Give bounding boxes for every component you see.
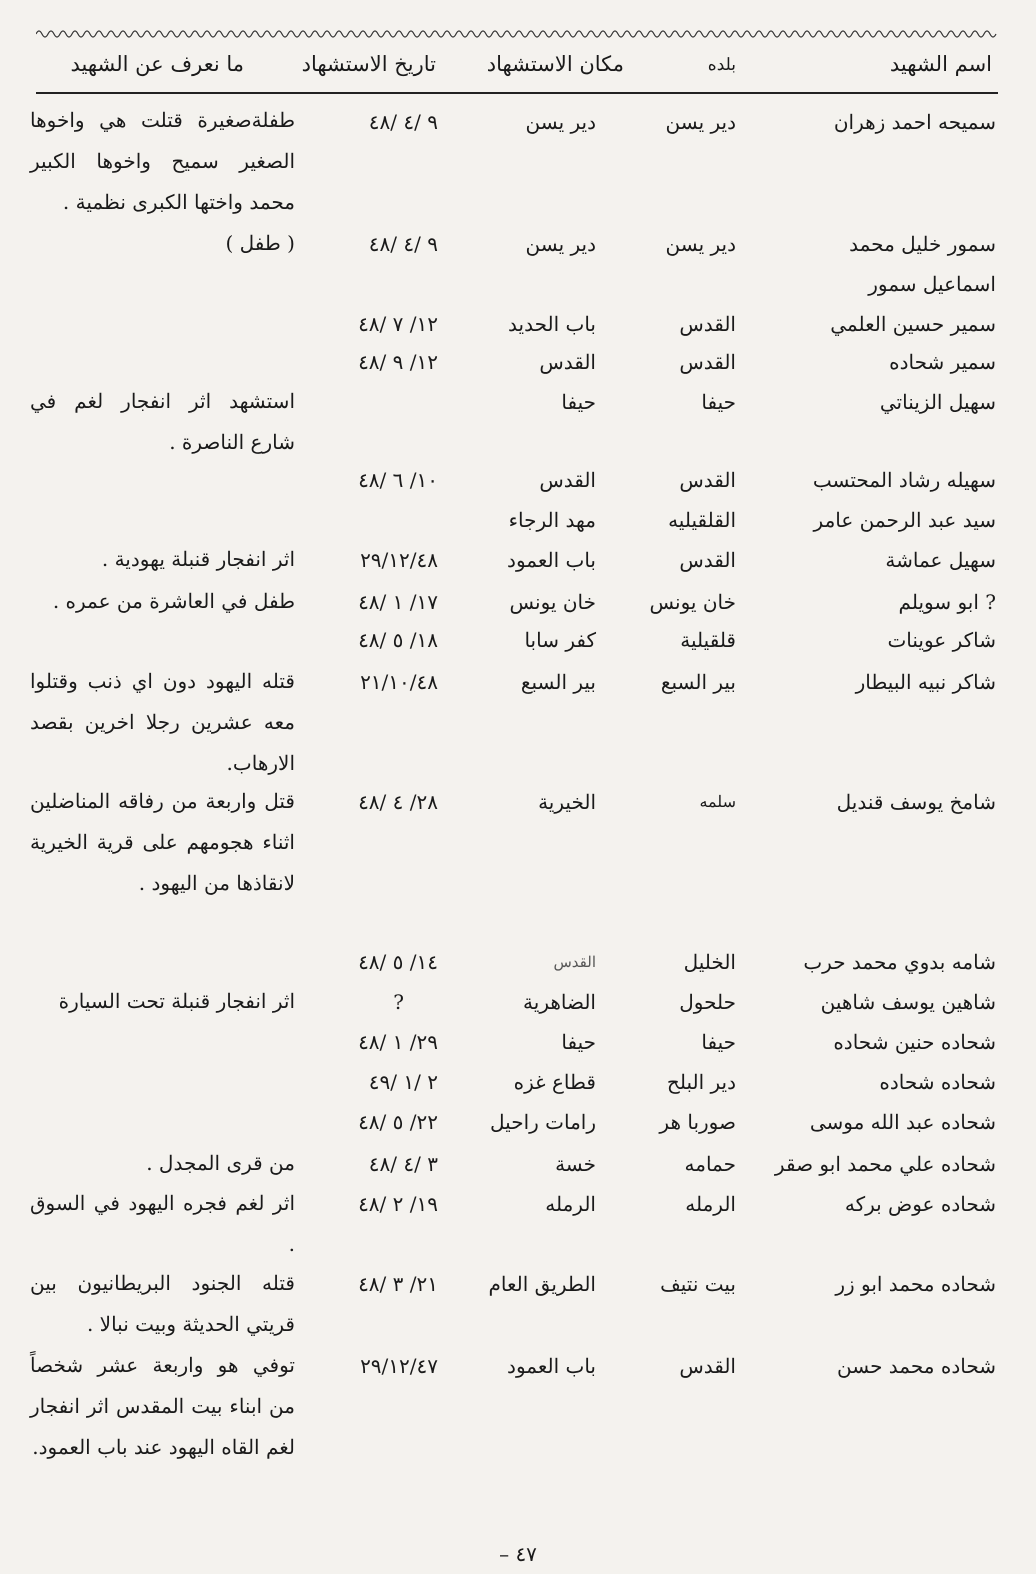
martyr-name: شحاده علي محمد ابو صقر: [774, 1152, 996, 1176]
martyr-town: دير البلح: [666, 1070, 736, 1094]
martyr-town: دير يسن: [665, 232, 736, 256]
martyr-name: شحاده شحاده: [879, 1070, 996, 1094]
martyr-note: طفل في العاشرة من عمره .: [52, 589, 295, 613]
martyr-town: القدس: [679, 350, 736, 374]
martyr-name: سميحه احمد زهران: [833, 110, 996, 134]
martyr-note: قتل واربعة من رفاقه المناضلين اثناء هجومهم على قرية الخيرية لانقاذها من اليهود .: [30, 789, 295, 895]
martyr-town: دير يسن: [665, 110, 736, 134]
martyr-place: كفر سابا: [524, 628, 596, 652]
martyr-place: رامات راحيل: [490, 1110, 596, 1134]
martyr-place: القدس: [539, 468, 596, 492]
martyr-name: سمير حسين العلمي: [830, 312, 996, 336]
martyr-place: الخيرية: [538, 790, 596, 814]
martyr-note: اثر انفجار قنبلة يهودية .: [101, 547, 295, 571]
martyr-place: حيفا: [561, 1030, 596, 1054]
martyr-date: ٩ /٤ /٤٨: [368, 110, 438, 134]
martyr-note: من قرى المجدل .: [146, 1151, 295, 1175]
martyr-place: خان يونس: [509, 590, 596, 614]
martyr-place: خسة: [555, 1152, 596, 1176]
header-name: اسم الشهيد: [889, 52, 992, 76]
martyr-place: باب الحديد: [508, 312, 596, 336]
martyr-note: ( طفل ): [225, 231, 295, 255]
martyr-town: القدس: [679, 312, 736, 336]
martyr-name: سمور خليل محمد: [849, 232, 996, 256]
martyr-name: سهيل عماشة: [885, 548, 996, 572]
martyr-name: شاكر نبيه البيطار: [855, 670, 996, 694]
martyr-town: بير السبع: [660, 670, 736, 694]
martyr-date: ٢١/١٠/٤٨: [360, 670, 438, 694]
martyr-name: سهيله رشاد المحتسب: [812, 468, 996, 492]
martyr-town: سلمه: [699, 792, 736, 811]
martyr-note: قتله الجنود البريطانيون بين قريتي الحديثة وبيت نبالا .: [30, 1271, 295, 1336]
martyr-name: سمير شحاده: [889, 350, 996, 374]
martyr-date: ١٢/ ٩ /٤٨: [358, 350, 438, 374]
martyr-date: ٢٩/١٢/٤٧: [360, 1354, 438, 1378]
martyr-name: ? ابو سويلم: [898, 590, 996, 614]
page-number: – ٤٧: [499, 1542, 537, 1566]
martyr-date: ٢ /١ /٤٩: [368, 1070, 438, 1094]
martyr-date: ٢٩/١٢/٤٨: [360, 548, 438, 572]
martyr-town: القدس: [679, 1354, 736, 1378]
martyr-place: باب العمود: [507, 1354, 596, 1378]
martyr-place: قطاع غزه: [513, 1070, 596, 1094]
martyr-name: شحاده محمد ابو زر: [835, 1272, 996, 1296]
martyr-name: شامخ يوسف قنديل: [836, 790, 996, 814]
martyr-note: توفي هو واربعة عشر شخصاً من ابناء بيت المقدس اثر انفجار لغم القاه اليهود عند باب العمود.: [30, 1353, 295, 1459]
martyr-note: استشهد اثر انفجار لغم في شارع الناصرة .: [30, 389, 295, 454]
martyr-town: القدس: [679, 548, 736, 572]
martyr-date: ١٠/ ٦ /٤٨: [358, 468, 438, 492]
martyr-place: الطريق العام: [488, 1272, 596, 1296]
martyr-date: ١٨/ ٥ /٤٨: [358, 628, 438, 652]
top-wavy-border: [36, 28, 998, 40]
martyr-town: قلقيلية: [680, 628, 736, 652]
header-notes: ما نعرف عن الشهيد: [70, 52, 244, 76]
martyr-place: باب العمود: [507, 548, 596, 572]
martyr-date: ٣ /٤ /٤٨: [368, 1152, 438, 1176]
header-rule: [36, 92, 998, 94]
martyr-town: القلقيليه: [668, 508, 736, 532]
martyr-town: الخليل: [683, 950, 736, 974]
table-header: [0, 44, 1036, 90]
martyr-name: شامه بدوي محمد حرب: [803, 950, 996, 974]
martyr-date: ?: [393, 990, 404, 1014]
martyr-town: القدس: [679, 468, 736, 492]
martyr-town: حيفا: [701, 390, 736, 414]
martyr-name: سهيل الزيناتي: [879, 390, 996, 414]
martyr-place: مهد الرجاء: [508, 508, 596, 532]
martyr-town: حمامه: [684, 1152, 736, 1176]
martyr-date: ١٩/ ٢ /٤٨: [358, 1192, 438, 1216]
martyr-place: القدس: [553, 953, 596, 971]
header-town: بلده: [707, 55, 736, 75]
martyr-place: الرمله: [545, 1192, 596, 1216]
martyr-name: شحاده محمد حسن: [837, 1354, 996, 1378]
martyr-town: خان يونس: [649, 590, 736, 614]
martyr-date: ١٧/ ١ /٤٨: [358, 590, 438, 614]
martyr-town: بيت نتيف: [660, 1272, 736, 1296]
martyr-name: سيد عبد الرحمن عامر: [813, 508, 996, 532]
martyr-name: شاكر عوينات: [887, 628, 996, 652]
header-place: مكان الاستشهاد: [486, 52, 624, 76]
martyr-name: شاهين يوسف شاهين: [820, 990, 996, 1014]
martyr-date: ٩ /٤ /٤٨: [368, 232, 438, 256]
martyr-note: اثر انفجار قنبلة تحت السيارة: [58, 989, 295, 1013]
martyr-note: قتله اليهود دون اي ذنب وقتلوا معه عشرين رجلا اخرين بقصد الارهاب.: [30, 669, 295, 775]
martyr-place: الضاهرية: [523, 990, 596, 1014]
martyr-town: حيفا: [701, 1030, 736, 1054]
martyr-note: اثر لغم فجره اليهود في السوق .: [30, 1191, 295, 1256]
martyr-name: شحاده عوض بركه: [844, 1192, 996, 1216]
martyr-note: طفلةصغيرة قتلت هي واخوها الصغير سميح واخوها الكبير محمد واختها الكبرى نظمية .: [30, 108, 295, 214]
martyr-place: القدس: [539, 350, 596, 374]
martyr-place: بير السبع: [520, 670, 596, 694]
martyr-date: ٢٩/ ١ /٤٨: [358, 1030, 438, 1054]
martyr-date: ١٢/ ٧ /٤٨: [358, 312, 438, 336]
martyr-town: حلحول: [679, 990, 736, 1014]
martyr-place: دير يسن: [525, 110, 596, 134]
martyr-name: اسماعيل سمور: [868, 272, 996, 296]
martyr-place: دير يسن: [525, 232, 596, 256]
martyr-name: شحاده حنين شحاده: [833, 1030, 996, 1054]
martyr-date: ٢٨/ ٤ /٤٨: [358, 790, 438, 814]
martyr-date: ١٤/ ٥ /٤٨: [358, 950, 438, 974]
martyr-date: ٢١/ ٣ /٤٨: [358, 1272, 438, 1296]
martyr-town: الرمله: [685, 1192, 736, 1216]
martyr-town: صوربا هر: [659, 1110, 736, 1134]
martyr-place: حيفا: [561, 390, 596, 414]
martyr-name: شحاده عبد الله موسى: [809, 1110, 996, 1134]
martyr-date: ٢٢/ ٥ /٤٨: [358, 1110, 438, 1134]
header-date: تاريخ الاستشهاد: [301, 52, 436, 76]
